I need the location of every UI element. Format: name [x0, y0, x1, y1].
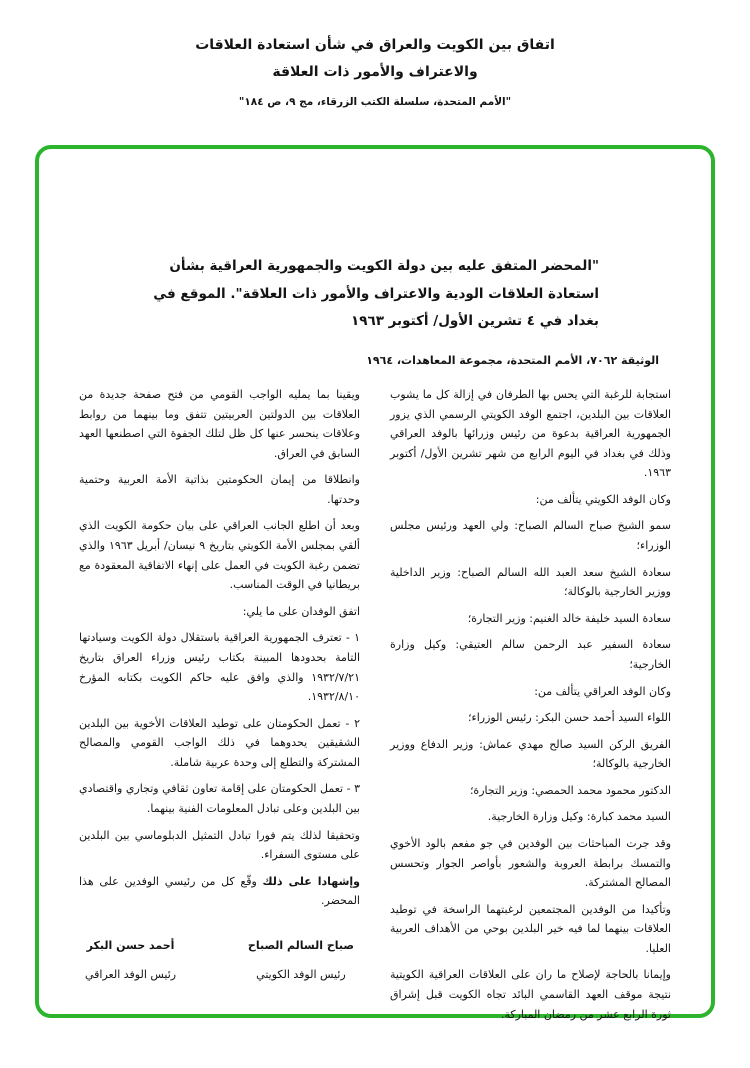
- paragraph: ٢ - تعمل الحكومتان على توطيد العلاقات الأخوية بين البلدين الشقيقين يحدوهما في ذلك الواجب القومي والمصالح المشتركة والتطلع إلى وحدة عربية شاملة.: [79, 716, 360, 769]
- signature-iraq-title: رئيس الوفد العراقي: [85, 967, 177, 981]
- page-source-citation: "الأمم المتحدة، سلسلة الكتب الزرقاء، مج ٩، ص ١٨٤": [238, 95, 512, 108]
- document-heading: [151, 253, 599, 336]
- paragraph: وانطلاقا من إيمان الحكومتين بذاتية الأمة العربية وحتمية وحدتها.: [79, 473, 360, 506]
- paragraph: الدكتور محمود محمد الحمصي: وزير التجارة؛: [469, 783, 671, 797]
- document-frame: [35, 145, 715, 1021]
- paragraph: وكان الوفد الكويتي يتألف من:: [535, 492, 671, 506]
- column-left: [79, 385, 360, 984]
- document-heading-line3: بغداد في ٤ تشرين الأول/ أكتوبر ١٩٦٣: [350, 313, 599, 330]
- paragraph: وتأكيدا من الوفدين المجتمعين لرغبتهما الراسخة في توطيد العلاقات بينهما لما فيه خير البلدين بوحي من الأهداف العربية العليا.: [390, 902, 671, 955]
- paragraph: استجابة للرغبة التي يحس بها الطرفان في إزالة كل ما يشوب العلاقات بين البلدين، اجتمع الوفد الكويتي الرسمي الذي يزور الجمهورية العراقية بدعوة من رئيس وزرائها بالوفد العراقي وذلك في بغداد في اليوم الرابع من شهر تشرين الأول/ أكتوبر ١٩٦٣.: [390, 388, 671, 480]
- column-right: [390, 385, 671, 1031]
- paragraph: وبعد أن اطلع الجانب العراقي على بيان حكومة الكويت الذي ألقي بمجلس الأمة الكويتي بتاريخ ٩ نيسان/ أبريل ١٩٦٣ والذي تضمن رغبة الكويت في العمل على إنهاء الاتفاقية المعقودة مع بريطانيا في الوقت المناسب.: [79, 519, 360, 592]
- document-reference-line: الوثيقة ٧٠٦٢، الأمم المتحدة، مجموعة المعاهدات، ١٩٦٤: [366, 354, 659, 368]
- paragraph: ١ - تعترف الجمهورية العراقية باستقلال دولة الكويت وسيادتها التامة بحدودها المبينة بكتاب رئيس وزراء العراق بتاريخ ١٩٣٢/٧/٢١ والذي وافق عليه حاكم الكويت بكتابه المؤرخ ١٩٣٢/٨/١٠.: [79, 631, 360, 704]
- paragraph: سمو الشيخ صباح السالم الصباح: ولي العهد ورئيس مجلس الوزراء؛: [390, 519, 671, 553]
- paragraph: وإيمانا بالحاجة لإصلاح ما ران على العلاقات العراقية الكويتية نتيجة موقف العهد القاسمي البائد تجاه الكويت قبل إشراق ثورة الرابع عشر من رمضان المباركة.: [390, 968, 671, 1021]
- signature-iraq: [85, 937, 176, 984]
- document-heading-line2: استعادة العلاقات الودية والاعتراف والأمور ذات العلاقة". الموقع في: [153, 285, 599, 302]
- page-header: [0, 0, 750, 108]
- page-title-line2: والاعتراف والأمور ذات العلاقة: [272, 64, 478, 81]
- paragraph: اللواء السيد أحمد حسن البكر: رئيس الوزراء؛: [468, 711, 671, 725]
- paragraph: الفريق الركن السيد صالح مهدي عماش: وزير الدفاع ووزير الخارجية بالوكالة؛: [390, 737, 671, 771]
- paragraph: اتفق الوفدان على ما يلي:: [242, 604, 360, 618]
- signature-block: [79, 937, 360, 984]
- closing-rest-text: وقّع كل من رئيسي الوفدين على هذا المحضر.: [79, 874, 360, 908]
- signature-iraq-name: أحمد حسن البكر: [86, 938, 175, 952]
- signature-kuwait-name: صباح السالم الصباح: [247, 938, 354, 952]
- column-left-paragraphs: [79, 385, 360, 865]
- signature-kuwait: [248, 937, 354, 984]
- paragraph: سعادة الشيخ سعد العبد الله السالم الصباح: وزير الداخلية ووزير الخارجية بالوكالة؛: [390, 565, 671, 599]
- closing-lead-text: وإشهادا على ذلك: [262, 874, 360, 888]
- paragraph: وتحقيقا لذلك يتم فورا تبادل التمثيل الدبلوماسي بين البلدين على مستوى السفراء.: [79, 828, 360, 862]
- paragraph: وقد جرت المباحثات بين الوفدين في جو مفعم بالود الأخوي والتمسك برابطة العروبة والشعور بأواصر الجوار وتحسس المصالح المشتركة.: [390, 837, 671, 890]
- paragraph: ويقينا بما يمليه الواجب القومي من فتح صفحة جديدة من العلاقات بين الدولتين العربيتين تتفق وما بينهما من روابط وعلاقات ينحسر عنها كل ظل لتلك الجفوة التي اصطنعها العهد السابق في العراق.: [79, 388, 360, 460]
- paragraph: سعادة السفير عبد الرحمن سالم العتيقي: وكيل وزارة الخارجية؛: [390, 638, 671, 671]
- signature-kuwait-title: رئيس الوفد الكويتي: [256, 967, 346, 981]
- paragraph: ٣ - تعمل الحكومتان على إقامة تعاون ثقافي وتجاري واقتصادي بين البلدين وعلى تبادل المعلومات الفنية بينهما.: [79, 782, 360, 815]
- document-body-columns: [79, 385, 671, 1031]
- paragraph: السيد محمد كبارة: وكيل وزارة الخارجية.: [487, 810, 671, 824]
- paragraph: سعادة السيد خليفة خالد الغنيم: وزير التجارة؛: [467, 611, 671, 625]
- document-heading-line1: "المحضر المتفق عليه بين دولة الكويت والجمهورية العراقية بشأن: [169, 258, 599, 274]
- paragraph: وكان الوفد العراقي يتألف من:: [534, 684, 671, 698]
- page-title-line1: اتفاق بين الكويت والعراق في شأن استعادة العلاقات: [195, 37, 555, 53]
- closing-paragraph: [79, 872, 360, 911]
